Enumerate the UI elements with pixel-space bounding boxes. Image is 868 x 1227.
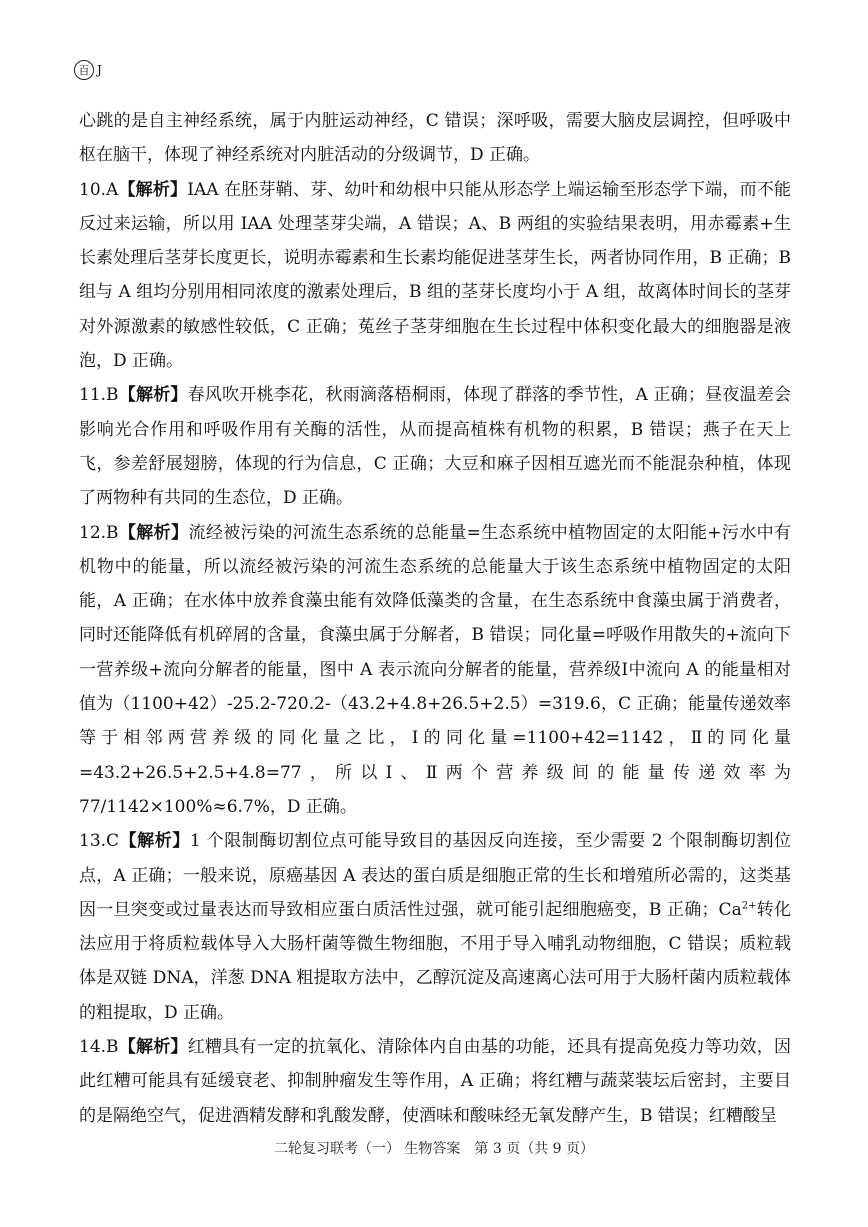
superscript: 2+ [741, 900, 757, 912]
answer-content [79, 104, 791, 1133]
paragraph-text: 红糟具有一定的抗氧化、清除体内自由基的功能，还具有提高免疫力等功效，因此红糟可能具有延缓衰老、抑制肿瘤发生等作用，A 正确；将红糟与蔬菜装坛后密封，主要目的是隔绝空气，促进酒精发酵和乳酸发酵，使酒味和酸味经无氧发酵产生，B 错误；红糟酸呈 [79, 1037, 792, 1126]
answer-13 [79, 824, 791, 1030]
answer-10 [79, 173, 791, 379]
answer-14 [79, 1030, 791, 1133]
answer-number: 12.B [79, 522, 119, 543]
answer-11 [79, 378, 791, 515]
analysis-tag: 【解析】 [118, 179, 188, 200]
answer-number: 13.C [79, 831, 120, 852]
paragraph-text: 春风吹开桃李花，秋雨滴落梧桐雨，体现了群落的季节性，A 正确；昼夜温差会影响光合作用和呼吸作用有关酶的活性，从而提高植株有机物的积累，B 错误；燕子在天上飞，参差舒展翅膀，体现的行为信息，C 正确；大豆和麻子因相互遮光而不能混杂种植，体现了两物种有共同的生态位，D 正确。 [79, 385, 792, 509]
answer-number: 11.B [79, 385, 119, 406]
analysis-tag: 【解析】 [118, 1037, 188, 1058]
paragraph-text: 转化法应用于将质粒载体导入大肠杆菌等微生物细胞，不用于导入哺乳动物细胞，C 错误；质粒载体是双链 DNA，洋葱 DNA 粗提取方法中，乙醇沉淀及高速离心法可用于大肠杆菌内质粒载体的粗提取，D 正确。 [79, 899, 792, 1023]
paragraph-text: 1 个限制酶切割位点可能导致目的基因反向连接，至少需要 2 个限制酶切割位点，A 正确；一般来说，原癌基因 A 表达的蛋白质是细胞正常的生长和增殖所必需的，这类基因一旦突变或过量表达而导致相应蛋白质活性过强，就可能引起细胞癌变，B 正确；Ca [79, 831, 792, 920]
paragraph-text: 流经被污染的河流生态系统的总能量=生态系统中植物固定的太阳能+污水中有机物中的能量，所以流经被污染的河流生态系统的总能量大于该生态系统中植物固定的太阳能，A 正确；在水体中放养食藻虫能有效降低藻类的含量，在生态系统中食藻虫属于消费者，同时还能降低有机碎屑的含量，食藻虫属于分解者，B 错误；同化量=呼吸作用散失的+流向下一营养级+流向分解者的能量，图中 A 表示流向分解者的能量，营养级Ⅰ中流向 A 的能量相对值为（1100+42）-25.2-720.2-（43.2+4.8+26.5+2.5）=319.6，C 正确；能量传递效率等于相邻两营养级的同化量之比，Ⅰ的同化量=1100+42=1142，Ⅱ的同化量=43.2+26.5+2.5+4.8=77，所以Ⅰ、Ⅱ两个营养级间的能量传递效率为 77/1142×100%≈6.7%，D 正确。 [79, 522, 791, 817]
answer-number: 10.A [79, 179, 119, 200]
answer-number: 14.B [79, 1037, 119, 1058]
logo-suffix: J [97, 63, 102, 77]
paragraph-text: IAA 在胚芽鞘、芽、幼叶和幼根中只能从形态学上端运输至形态学下端，而不能反过来运输，所以用 IAA 处理茎芽尖端，A 错误；A、B 两组的实验结果表明，用赤霉素+生长素处理后茎芽长度更长，说明赤霉素和生长素均能促进茎芽生长，两者协同作用，B 正确；B 组与 A 组均分别用相同浓度的激素处理后，B 组的茎芽长度均小于 A 组，故离体时间长的茎芽对外源激素的敏感性较低，C 正确；菟丝子茎芽细胞在生长过程中体积变化最大的细胞器是液泡，D 正确。 [79, 179, 792, 372]
logo-mark: 百 [74, 60, 94, 80]
paragraph-text: 心跳的是自主神经系统，属于内脏运动神经，C 错误；深呼吸，需要大脑皮层调控，但呼吸中枢在脑干，体现了神经系统对内脏活动的分级调节，D 正确。 [79, 111, 791, 166]
analysis-tag: 【解析】 [118, 522, 189, 543]
logo [74, 60, 102, 80]
analysis-tag: 【解析】 [119, 831, 190, 852]
paragraph-continued [79, 104, 791, 173]
analysis-tag: 【解析】 [118, 385, 188, 406]
page-footer: 二轮复习联考（一） 生物答案 第 3 页（共 9 页） [273, 1141, 595, 1157]
answer-12 [79, 516, 791, 825]
